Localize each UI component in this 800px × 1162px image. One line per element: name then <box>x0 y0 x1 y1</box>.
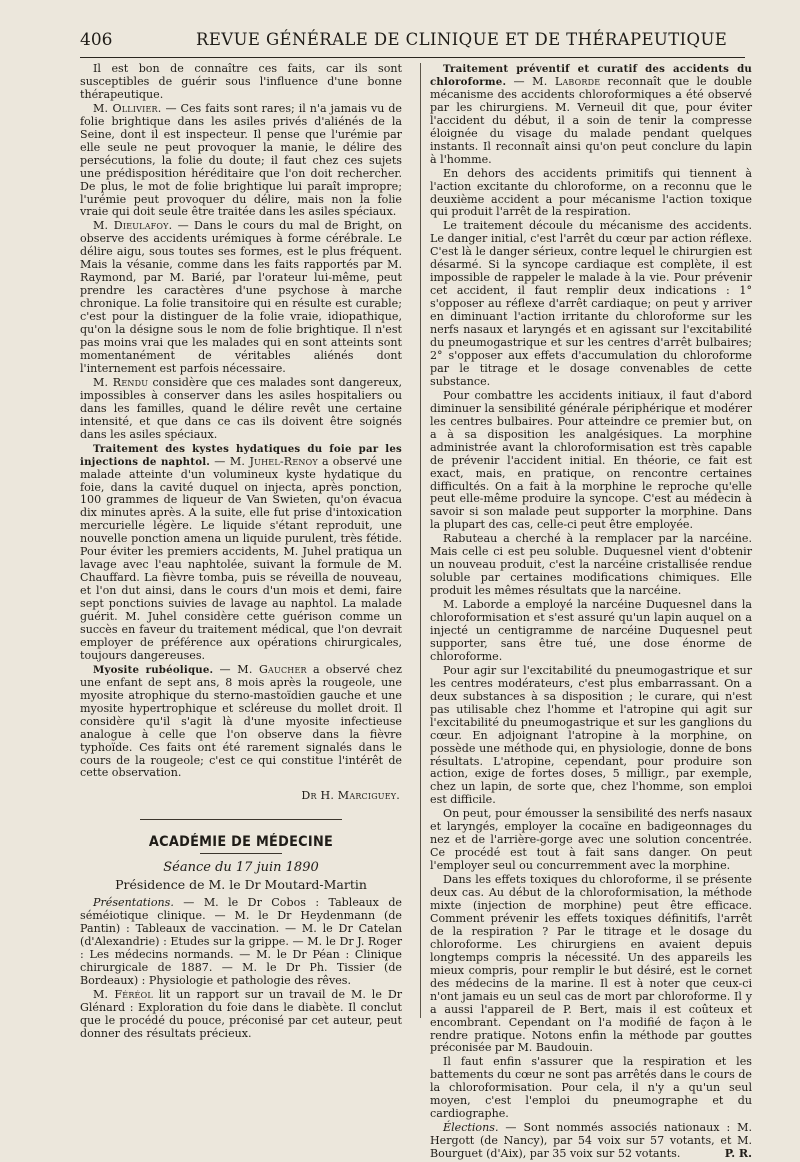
paragraph-text: — Dans le cours du mal de Bright, on observe des accidents urémiques à forme cérébrale. Le délire aigu, sous toutes ses formes, est le plus fréquent. Mais la vésanie, comme dans les faits rapportés par M. Raymond, par M. Barié, par l'orateur lui-même, peut prendre les caractères d'une psychose à marche chronique. La folie transitoire qui en résulte est curable; c'est pour la distinguer de la folie vraie, idiopathique, qu'on la désigne sous le nom de folie brightique. Il n'est pas moins vrai que les malades qui en sont atteints sont momentanément de véritables aliénés dont l'internement est parfois nécessaire. <box>80 219 403 375</box>
paragraph <box>80 664 402 781</box>
section-separator <box>140 819 342 820</box>
right-column <box>430 63 752 1162</box>
paragraph <box>430 63 752 167</box>
session-date-text: Séance du 17 juin 1890 <box>163 860 319 876</box>
paragraph-text: reconnaît que le double mécanisme des accidents chloroformiques a été observé par les chirurgiens. M. Verneuil dit que, pour éviter l'accident du début, il a soin de tenir la compresse éloignée du visage du malade pendant quelques instants. Il reconnaît ainsi qu'on peut conclure du lapin à l'homme. <box>430 74 752 166</box>
page-number: 406 <box>80 30 113 50</box>
paragraph-text: — Sont nommés associés nationaux : M. Hergott (de Nancy), par 54 voix sur 57 votants, et M. Bourguet (d'Aix), par 35 voix sur 52 votants. <box>430 1121 753 1161</box>
speaker-name: — M. Juhel-Renoy <box>214 454 318 468</box>
speaker-name: — M. Gaucher <box>219 662 307 676</box>
session-date <box>80 862 402 875</box>
paragraph: En dehors des accidents primitifs qui tiennent à l'action excitante du chloroforme, on a reconnu que le deuxième accident a pour mécanisme l'action toxique qui produit l'arrêt de la respiration. <box>430 166 752 219</box>
paragraph <box>80 443 402 663</box>
speaker-name: M. Ollivier. <box>93 101 162 115</box>
author-signature: Dr H. Marciguey. <box>301 789 400 803</box>
paragraph <box>80 897 402 988</box>
column-divider <box>420 63 421 1018</box>
paragraph: Pour combattre les accidents initiaux, il faut d'abord diminuer la sensibilité générale périphérique et modérer les centres bulbaires. Pour atteindre ce premier but, on a à sa disposition les analgésiques. La morphine administrée avant la chloroformisation est très capable de prévenir l'accident initial. En théorie, ce fait est exact, mais, en pratique, on rencontre certaines difficultés. On a fait à la morphine le reproche qu'elle peut elle-même produire la syncope. C'est au médecin à savoir si son malade peut supporter la morphine. Dans la plupart des cas, celle-ci peut être employée. <box>430 388 752 532</box>
paragraph: Rabuteau a cherché à la remplacer par la narcéine. Mais celle ci est peu soluble. Duquesnel vient d'obtenir un nouveau produit, c'est la narcéine cristallisée rendue soluble par certaines modifications chimiques. Elle produit les mêmes résultats que la narcéine. <box>430 532 752 598</box>
paragraph: Pour agir sur l'excitabilité du pneumogastrique et sur les centres modérateurs, c'est plus embarrassant. On a deux substances à sa disposition ; le curare, qui n'est pas utilisable chez l'homme et l'atropine qui agit sur l'excitabilité du pneumogastrique et sur les ganglions du cœur. En adjoignant l'atropine à la morphine, on possède une méthode qui, en physiologie, donne de bons résultats. L'atropine, cependant, pour produire son action, exige de fortes doses, 5 milligr., par exemple, chez un lapin, de sorte que, chez l'homme, son emploi est difficile. <box>430 663 752 807</box>
topic-heading: Présentations. <box>93 896 174 910</box>
topic-heading: Traitement des kystes hydatiques du foie par les injections de naphtol. <box>80 442 402 468</box>
speaker-name: M. Rendu <box>93 375 149 389</box>
section-title: ACADÉMIE DE MÉDECINE <box>148 834 334 851</box>
paragraph: M. Laborde a employé la narcéine Duquesnel dans la chloroformisation et s'est assuré qu'un lapin auquel on a injecté un centigramme de narcéine Duquesnel peut supporter, sans être tué, une dose énorme de chloroforme. <box>430 598 752 663</box>
left-column <box>80 63 402 1042</box>
running-header <box>80 28 745 52</box>
paragraph-text: a observé chez une enfant de sept ans, 8 mois après la rougeole, une myosite atrophique du sterno-mastoïdien gauche et une myosite hypertrophique et scléreuse du mollet droit. Il considère qu'il s'agit là d'une myosite infectieuse analogue à celle que l'on observe dans la fièvre typhoïde. Ces faits ont été rarement signalés dans le cours de la rougeole; c'est ce qui constitue l'intérêt de cette observation. <box>80 662 402 780</box>
presidency-line: Présidence de M. le Dr Moutard-Martin <box>115 877 367 893</box>
paragraph-text: — M. le Dr Cobos : Tableaux de séméiotique clinique. — M. le Dr Heydenmann (de Pantin) : Tableaux de vaccination. — M. le Dr Catelan (d'Alexandrie) : Etudes sur la grippe. — M. le Dr J. Roger : Les médecins normands. — M. le Dr Péan : Clinique chirurgicale de 1887. — M. le Dr Ph. Tissier (de Bordeaux) : Physiologie et pathologie des rêves. <box>80 896 403 987</box>
paragraph <box>80 989 402 1041</box>
speaker-name: — M. Laborde <box>513 74 601 88</box>
topic-heading: Myosite rubéolique. <box>93 663 214 676</box>
header-rule <box>80 57 745 58</box>
topic-heading: Élections. <box>443 1121 499 1135</box>
paragraph <box>80 377 402 442</box>
paragraph <box>430 1122 752 1161</box>
topic-heading: Traitement préventif et curatif des accidents du chloroforme. <box>430 63 752 88</box>
paragraph: Dans les effets toxiques du chloroforme, il se présente deux cas. Au début de la chloroformisation, la méthode mixte (injection de morphine) peut être efficace. Comment prévenir les effets toxiques définitifs, l'arrêt de la respiration ? Par le titrage et le dosage du chloroforme. Les chirurgiens en avaient depuis longtemps compris la nécessité. Un des appareils les mieux compris, pour remplir le but désiré, est le cornet des médecins de la marine. Il est à noter que ceux-ci n'ont jamais eu un seul cas de mort par chloroforme. Il y a aussi l'appareil de P. Bert, mais il est coûteux et encombrant. Cependant on l'a modifié de façon à le rendre pratique. Notons enfin la méthode par gouttes préconisée par M. Baudouin. <box>430 873 752 1055</box>
speaker-name: M. Féréol <box>93 987 153 1001</box>
paragraph-text: — Ces faits sont rares; il n'a jamais vu de folie brightique dans les asiles privés d'aliénés de la Seine, dont il est inspecteur. Il pense que l'urémie par elle seule ne peut provoquer la manie, le délire des persécutions, la folie du doute; il faut chez ces sujets une prédisposition héréditaire que l'on doit rechercher. De plus, le mot de folie brightique lui paraît impropre; l'urémie peut provoquer du délire, mais non la folie vraie qui doit seule être traitée dans les asiles spéciaux. <box>80 101 402 219</box>
paragraph-text: Il est bon de connaître ces faits, car ils sont susceptibles de guérir sous l'influence d'une bonne thérapeutique. <box>80 62 402 101</box>
paragraph: Le traitement découle du mécanisme des accidents. Le danger initial, c'est l'arrêt du cœur par action réflexe. C'est là le danger sérieux, contre lequel le chirurgien est désarmé. Si la syncope cardiaque est complète, il est impossible de rappeler le malade à la vie. Pour prévenir cet accident, il faut remplir deux indications : 1° s'opposer au réflexe d'arrêt cardiaque; on peut y arriver en diminuant l'action irritante du chloroforme sur les nerfs nasaux et laryngés et en agissant sur l'excitabilité du pneumogastrique et sur les centres d'arrêt bulbaires; 2° s'opposer aux effets d'accumulation du chloroforme par le titrage et le dosage convenables de cette substance. <box>430 219 752 388</box>
paragraph-text: considère que ces malades sont dangereux, impossibles à conserver dans les asiles hospitaliers ou dans les familles, quand le délire revêt une certaine intensité, et que dans ce cas ils doivent être soignés dans les asiles spéciaux. <box>80 375 402 441</box>
paragraph-text: a observé une malade atteinte d'un volumineux kyste hydatique du foie, dans la cavité duquel on injecta, après ponction, 100 grammes de liqueur de Van Swieten, qu'on évacua dix minutes après. A la suite, elle fut prise d'intoxication mercurielle légère. Le liquide s'étant reproduit, une nouvelle ponction amena un liquide purulent, très fétide. Pour éviter les premiers accidents, M. Juhel pratiqua un lavage avec l'eau naphtolée, suivant la formule de M. Chauffard. La fièvre tomba, puis se réveilla de nouveau, et l'on dut ainsi, dans le cours d'un mois et demi, faire sept ponctions suivies de lavage au naphtol. La malade guérit. M. Juhel considère cette guérison comme un succès en faveur du traitement médical, que l'on devrait employer de préférence aux opérations chirurgicales, toujours dangereuses. <box>80 454 403 662</box>
paragraph <box>80 103 402 220</box>
speaker-name: M. Dieulafoy. <box>93 219 173 233</box>
paragraph: Il faut enfin s'assurer que la respiration et les battements du cœur ne sont pas arrêtés dans le cours de la chloroformisation. Pour cela, il n'y a qu'un seul moyen, c'est l'emploi du pneumographe et du cardiographe. <box>430 1055 752 1121</box>
author-initials: P. R. <box>724 1147 752 1161</box>
paragraph <box>80 220 402 375</box>
journal-title: REVUE GÉNÉRALE DE CLINIQUE ET DE THÉRAPEUTIQUE <box>196 30 728 49</box>
paragraph-text: lit un rapport sur un travail de M. le Dr Glénard : Exploration du foie dans le diabète. Il conclut que le procédé du pouce, préconisé par cet auteur, peut donner des résultats précieux. <box>80 987 403 1040</box>
paragraph: On peut, pour émousser la sensibilité des nerfs nasaux et laryngés, employer la cocaïne en badigeonnages du nez et de l'arrière-gorge avec une solution concentrée. Ce procédé est tout à fait sans danger. On peut l'employer seul ou concurremment avec la morphine. <box>430 807 752 873</box>
paragraph <box>80 63 402 102</box>
title-underline <box>200 853 282 854</box>
